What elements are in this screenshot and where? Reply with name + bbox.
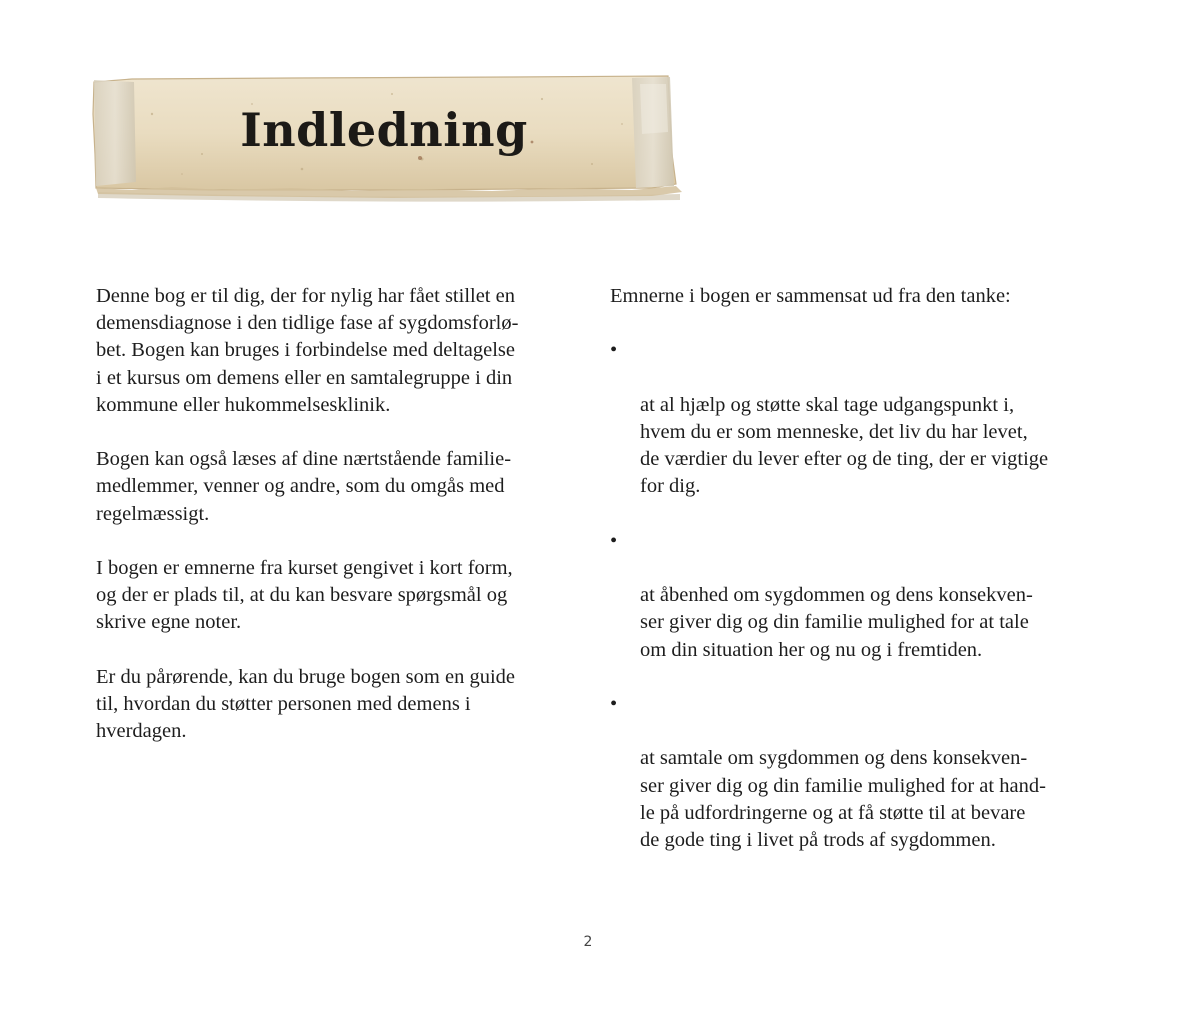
intro-paragraph-4: Er du pårørende, kan du bruge bogen som en guide til, hvordan du støtter personen med demens i hverdagen. [96, 665, 515, 743]
intro-paragraph-2: Bogen kan også læses af dine nærtstående familie- medlemmer, venner og andre, som du omgås med regelmæssigt. [96, 448, 512, 525]
list-item-text: at samtale om sygdommen og dens konsekven- ser giver dig og din familie mulighed for at hand- le på udfordringerne og at få støtte til at bevare de gode ting i livet på trods af sygdommen. [640, 747, 1046, 852]
bullet-icon: • [610, 339, 618, 362]
intro-paragraph-1: Denne bog er til dig, der for nylig har fået stillet en demensdiagnose i den tidlige fase af sygdomsforlø- bet. Bogen kan bruges i forbindelse med deltagelse i et kursus om demens eller en samtalegruppe i din kommune eller hukommelsesklinik. [96, 285, 519, 416]
list-item-text: at al hjælp og støtte skal tage udgangspunkt i, hvem du er som menneske, det liv du har levet, de værdier du lever efter og de ting, der er vigtige for dig. [640, 393, 1049, 498]
topics-list [610, 337, 1090, 854]
list-item [610, 691, 1090, 854]
page-number: 2 [583, 934, 593, 950]
list-item [610, 528, 1090, 664]
left-column [96, 283, 566, 773]
bullet-icon: • [610, 693, 618, 715]
right-column [610, 283, 1090, 881]
topics-intro: Emnerne i bogen er sammensat ud fra den tanke: [610, 285, 1011, 307]
list-item [610, 337, 1090, 500]
list-item-text: at åbenhed om sygdommen og dens konsekven- ser giver dig og din familie mulighed for at tale om din situation her og nu og i fremtiden. [640, 584, 1033, 661]
chapter-title-banner [92, 74, 682, 202]
page-title: Indledning [240, 103, 528, 157]
intro-paragraph-3: I bogen er emnerne fra kurset gengivet i kort form, og der er plads til, at du kan besvare spørgsmål og skrive egne noter. [96, 557, 513, 634]
bullet-icon: • [610, 529, 618, 552]
